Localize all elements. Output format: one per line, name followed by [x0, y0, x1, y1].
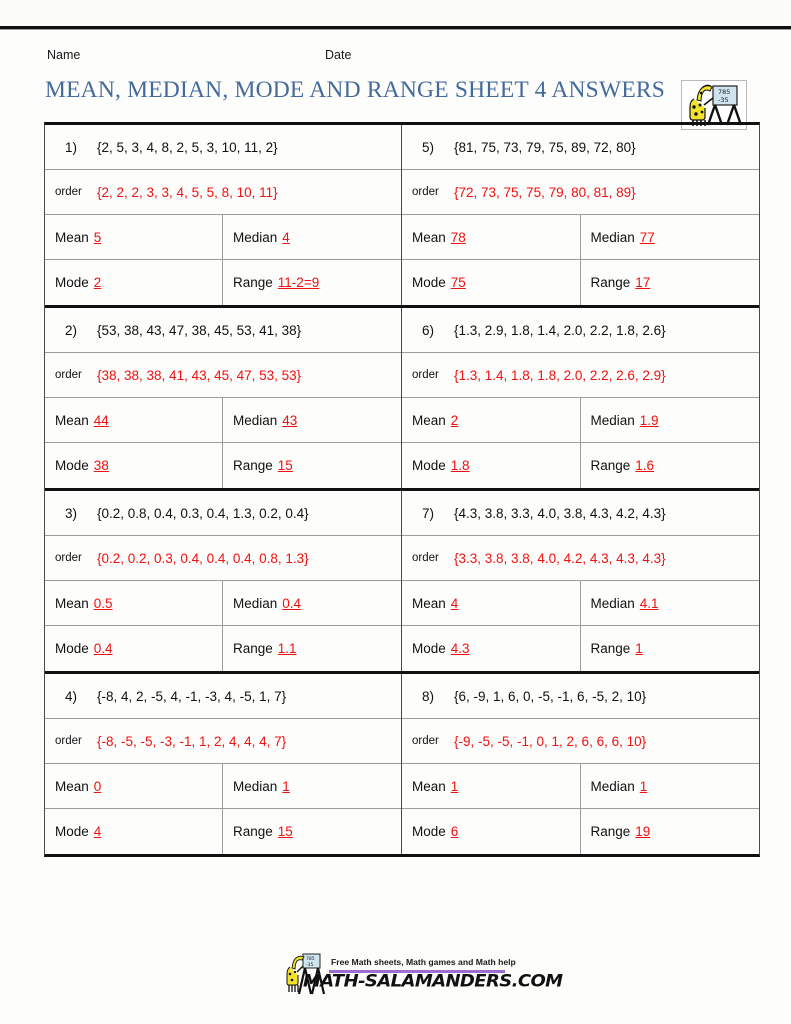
order-row: [45, 536, 401, 581]
mean-answer: 44: [93, 412, 109, 428]
problem-set-values: {0.2, 0.8, 0.4, 0.3, 0.4, 1.3, 0.2, 0.4}: [97, 505, 309, 521]
svg-text:785: 785: [718, 88, 731, 96]
order-label: order: [55, 552, 82, 564]
median-label: Median: [590, 412, 635, 428]
mean-answer: 4: [450, 595, 459, 611]
problem-number: 1): [64, 139, 77, 155]
range-cell: [223, 626, 401, 671]
mean-median-row: [402, 398, 759, 443]
problem-set-row: [45, 308, 401, 353]
range-label: Range: [233, 824, 273, 839]
mode-range-row: [402, 260, 759, 305]
order-values: {2, 2, 2, 3, 3, 4, 5, 5, 8, 10, 11}: [97, 184, 278, 200]
mean-label: Mean: [412, 778, 446, 794]
mode-answer: 75: [450, 275, 466, 290]
median-answer: 4: [282, 229, 290, 245]
range-cell: [223, 260, 401, 305]
order-row: [45, 719, 401, 764]
mode-answer: 0.4: [93, 641, 113, 656]
median-cell: [223, 581, 401, 625]
mode-cell: [402, 443, 581, 488]
mode-answer: 1.8: [450, 458, 470, 473]
problem-set-values: {4.3, 3.8, 3.3, 4.0, 3.8, 4.3, 4.2, 4.3}: [454, 505, 666, 521]
problem-block: [45, 674, 759, 854]
range-answer: 17: [635, 275, 651, 290]
mean-label: Mean: [412, 412, 446, 428]
median-answer: 1: [639, 778, 648, 794]
order-values: {3.3, 3.8, 3.8, 4.0, 4.2, 4.3, 4.3, 4.3}: [454, 550, 666, 566]
problem-block: [45, 308, 759, 491]
problem-set-values: {53, 38, 43, 47, 38, 45, 53, 41, 38}: [97, 322, 302, 338]
order-values: {72, 73, 75, 75, 79, 80, 81, 89}: [454, 184, 636, 200]
mode-label: Mode: [412, 458, 446, 473]
order-label: order: [55, 735, 82, 747]
order-row: [402, 170, 759, 215]
problem-set-row: [402, 125, 759, 170]
mean-label: Mean: [55, 229, 89, 245]
order-row: [45, 353, 401, 398]
mean-cell: [402, 398, 581, 442]
answers-table: [44, 122, 760, 857]
mean-median-row: [402, 215, 759, 260]
mean-answer: 5: [93, 229, 102, 245]
problem-cell: [402, 674, 759, 854]
mode-range-row: [402, 626, 759, 671]
order-label: order: [412, 186, 439, 198]
median-answer: 77: [639, 229, 655, 245]
problem-set-row: [402, 308, 759, 353]
order-label: order: [412, 369, 439, 381]
problem-set-values: {6, -9, 1, 6, 0, -5, -1, 6, -5, 2, 10}: [454, 688, 647, 704]
giraffe-blackboard-icon: [682, 81, 744, 127]
order-values: {-8, -5, -5, -3, -1, 1, 2, 4, 4, 4, 7}: [97, 733, 287, 749]
median-label: Median: [233, 778, 278, 794]
range-label: Range: [590, 824, 631, 839]
problem-cell: [45, 674, 402, 854]
problem-set-row: [45, 674, 401, 719]
median-cell: [581, 581, 760, 625]
mode-label: Mode: [55, 824, 89, 839]
worksheet-header: [0, 29, 791, 117]
mean-median-row: [45, 581, 401, 626]
mean-cell: [45, 398, 223, 442]
median-label: Median: [590, 778, 635, 794]
order-values: {1.3, 1.4, 1.8, 1.8, 2.0, 2.2, 2.6, 2.9}: [454, 367, 666, 383]
problem-number: 5): [421, 139, 434, 155]
median-answer: 43: [282, 412, 298, 428]
mean-median-row: [45, 398, 401, 443]
mean-answer: 1: [450, 778, 459, 794]
mode-label: Mode: [412, 641, 446, 656]
problem-number: 8): [421, 688, 434, 704]
page-top-margin: [0, 0, 791, 26]
mode-range-row: [45, 626, 401, 671]
problem-set-values: {1.3, 2.9, 1.8, 1.4, 2.0, 2.2, 1.8, 2.6}: [454, 322, 666, 338]
problem-cell: [402, 491, 759, 671]
problem-set-values: {81, 75, 73, 79, 75, 89, 72, 80}: [454, 139, 636, 155]
mean-label: Mean: [412, 229, 446, 245]
mode-range-row: [402, 443, 759, 488]
problem-number: 2): [64, 322, 77, 338]
mean-cell: [402, 764, 581, 808]
problem-set-row: [402, 674, 759, 719]
mode-cell: [402, 809, 581, 854]
mode-range-row: [402, 809, 759, 854]
mode-cell: [402, 260, 581, 305]
median-cell: [223, 398, 401, 442]
median-answer: 1: [282, 778, 290, 794]
range-cell: [581, 809, 760, 854]
problem-number: 6): [421, 322, 434, 338]
order-row: [402, 719, 759, 764]
median-cell: [223, 764, 401, 808]
mean-label: Mean: [55, 412, 89, 428]
range-label: Range: [590, 275, 631, 290]
mode-cell: [45, 443, 223, 488]
problem-number: 7): [421, 505, 434, 521]
mode-label: Mode: [412, 824, 446, 839]
median-label: Median: [590, 229, 635, 245]
problem-block: [45, 491, 759, 674]
mean-label: Mean: [55, 778, 89, 794]
mode-cell: [45, 260, 223, 305]
mode-cell: [45, 626, 223, 671]
range-answer: 19: [635, 824, 651, 839]
date-label: Date: [325, 48, 352, 62]
problem-cell: [402, 308, 759, 488]
order-label: order: [412, 735, 439, 747]
range-answer: 1: [635, 641, 643, 656]
range-label: Range: [233, 641, 273, 656]
mode-answer: 4.3: [450, 641, 470, 656]
median-answer: 1.9: [639, 412, 659, 428]
order-label: order: [55, 186, 82, 198]
problem-cell: [45, 491, 402, 671]
range-label: Range: [590, 458, 631, 473]
mode-range-row: [45, 443, 401, 488]
mode-label: Mode: [55, 275, 89, 290]
svg-text:-35: -35: [718, 96, 729, 104]
footer-branding: [283, 944, 563, 1002]
order-label: order: [55, 369, 82, 381]
mean-cell: [45, 215, 223, 259]
mean-median-row: [402, 581, 759, 626]
mean-label: Mean: [412, 595, 446, 611]
median-cell: [223, 215, 401, 259]
footer-tagline: Free Math sheets, Math games and Math help: [331, 957, 516, 967]
range-answer: 1.1: [277, 641, 297, 656]
mean-median-row: [402, 764, 759, 809]
order-values: {-9, -5, -5, -1, 0, 1, 2, 6, 6, 6, 10}: [454, 733, 647, 749]
problem-set-row: [45, 125, 401, 170]
range-cell: [581, 260, 760, 305]
range-answer: 15: [277, 458, 293, 473]
mode-range-row: [45, 809, 401, 854]
mean-median-row: [45, 215, 401, 260]
mode-label: Mode: [55, 458, 89, 473]
problem-set-row: [45, 491, 401, 536]
median-label: Median: [233, 595, 278, 611]
problem-cell: [45, 125, 402, 305]
mode-range-row: [45, 260, 401, 305]
order-row: [402, 353, 759, 398]
range-answer: 11-2=9: [277, 275, 320, 290]
problem-number: 3): [64, 505, 77, 521]
mean-median-row: [45, 764, 401, 809]
mode-cell: [45, 809, 223, 854]
mode-answer: 6: [450, 824, 459, 839]
page-title: MEAN, MEDIAN, MODE AND RANGE SHEET 4 ANSWERS: [45, 77, 666, 103]
problem-cell: [402, 125, 759, 305]
mean-cell: [402, 215, 581, 259]
median-cell: [581, 398, 760, 442]
mean-cell: [45, 581, 223, 625]
mode-answer: 4: [93, 824, 102, 839]
mean-cell: [402, 581, 581, 625]
problem-set-values: {2, 5, 3, 4, 8, 2, 5, 3, 10, 11, 2}: [97, 139, 278, 155]
mean-label: Mean: [55, 595, 89, 611]
median-label: Median: [233, 229, 278, 245]
problem-cell: [45, 308, 402, 488]
range-cell: [581, 626, 760, 671]
order-row: [45, 170, 401, 215]
name-label: Name: [47, 48, 81, 62]
range-cell: [581, 443, 760, 488]
svg-text:-35: -35: [306, 963, 314, 968]
median-label: Median: [233, 412, 278, 428]
mean-answer: 78: [450, 229, 466, 245]
mean-cell: [45, 764, 223, 808]
svg-text:785: 785: [306, 957, 315, 962]
range-label: Range: [233, 275, 273, 290]
mode-label: Mode: [412, 275, 446, 290]
mode-cell: [402, 626, 581, 671]
problem-set-values: {-8, 4, 2, -5, 4, -1, -3, 4, -5, 1, 7}: [97, 688, 287, 704]
range-cell: [223, 443, 401, 488]
range-answer: 1.6: [635, 458, 655, 473]
footer-url[interactable]: MATH-SALAMANDERS.COM: [303, 972, 563, 992]
mean-answer: 0.5: [93, 595, 113, 611]
mode-label: Mode: [55, 641, 89, 656]
range-label: Range: [590, 641, 631, 656]
problem-set-row: [402, 491, 759, 536]
page-footer: [0, 944, 791, 1002]
median-answer: 0.4: [282, 595, 302, 611]
median-cell: [581, 764, 760, 808]
median-label: Median: [590, 595, 635, 611]
order-values: {38, 38, 38, 41, 43, 45, 47, 53, 53}: [97, 367, 302, 383]
mode-answer: 38: [93, 458, 109, 473]
median-cell: [581, 215, 760, 259]
order-row: [402, 536, 759, 581]
problem-number: 4): [64, 688, 77, 704]
order-label: order: [412, 552, 439, 564]
range-answer: 15: [277, 824, 293, 839]
median-answer: 4.1: [639, 595, 659, 611]
order-values: {0.2, 0.2, 0.3, 0.4, 0.4, 0.4, 0.8, 1.3}: [97, 550, 309, 566]
mean-answer: 0: [93, 778, 102, 794]
problem-block: [45, 125, 759, 308]
range-label: Range: [233, 458, 273, 473]
range-cell: [223, 809, 401, 854]
mode-answer: 2: [93, 275, 102, 290]
mean-answer: 2: [450, 412, 459, 428]
